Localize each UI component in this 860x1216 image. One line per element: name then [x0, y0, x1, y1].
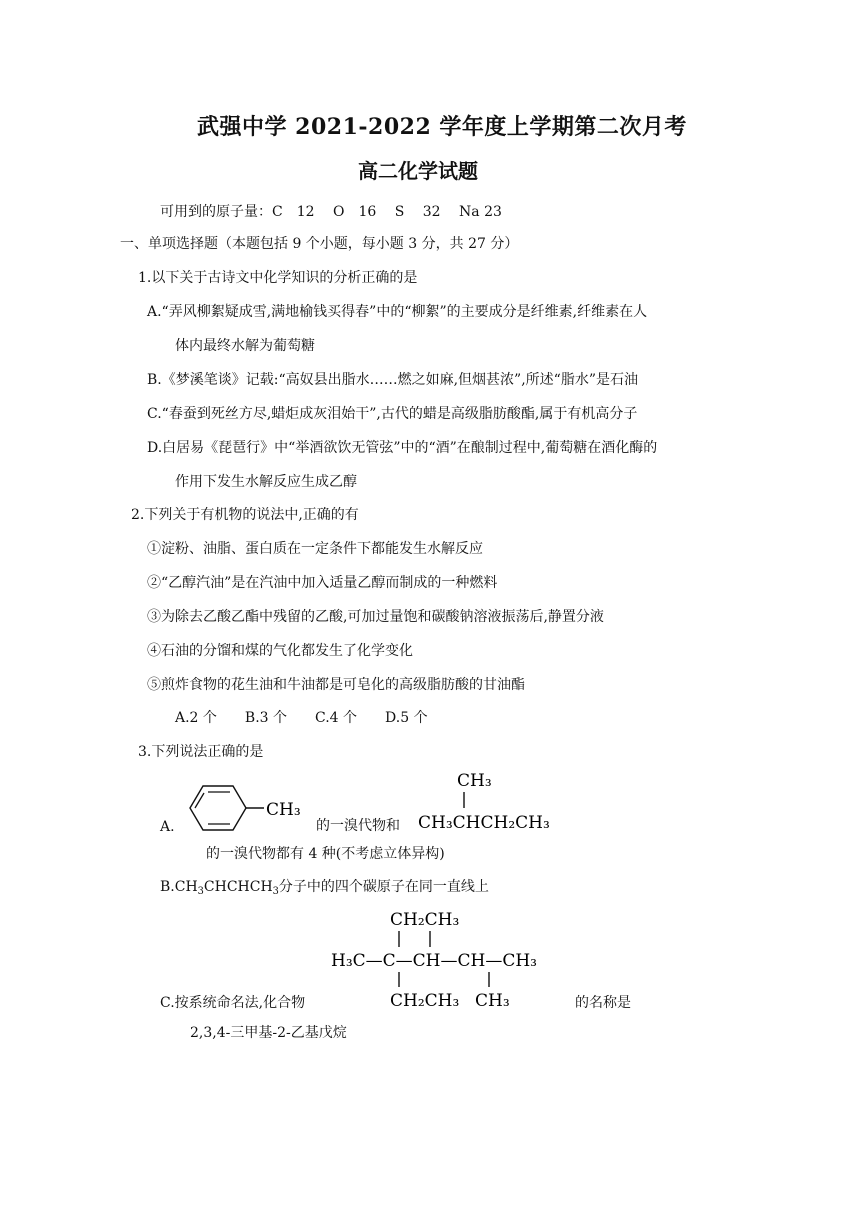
q2-statement-5: ⑤煎炸食物的花生油和牛油都是可皂化的高级脂肪酸的甘油酯 — [147, 677, 525, 693]
toluene-structure — [178, 782, 308, 842]
q1-option-b: B.《梦溪笔谈》记载:“高奴县出脂水……燃之如麻,但烟甚浓”,所述“脂水”是石油 — [147, 372, 638, 388]
q3-option-c-name: 2,3,4-三甲基-2-乙基戊烷 — [190, 1025, 347, 1041]
q3-option-b-prefix: B.CH — [160, 879, 198, 895]
q3-option-c-tail: 的名称是 — [575, 995, 631, 1011]
c-top-label: CH₂CH₃ — [390, 910, 460, 930]
q2-statement-1: ①淀粉、油脂、蛋白质在一定条件下都能发生水解反应 — [147, 541, 483, 557]
isopentane-branch-label: CH₃ — [457, 771, 492, 791]
q3-option-c-label: C.按系统命名法,化合物 — [160, 995, 306, 1011]
page-subtitle: 高二化学试题 — [358, 159, 478, 183]
page-title: 武强中学 2021-2022 学年度上学期第二次月考 — [197, 114, 687, 140]
q1-option-a-line1: A.“弄风柳絮疑成雪,满地榆钱买得春”中的“柳絮”的主要成分是纤维素,纤维素在人 — [147, 304, 648, 320]
isopentane-structure — [415, 768, 575, 836]
q1-option-a-line2: 体内最终水解为葡萄糖 — [175, 338, 315, 354]
q2-statement-4: ④石油的分馏和煤的气化都发生了化学变化 — [147, 643, 413, 659]
isopentane-chain-label: CH₃CHCH₂CH₃ — [418, 813, 550, 833]
c-main-chain-label: H₃C—C—CH—CH—CH₃ — [331, 951, 537, 971]
q2-options: A.2 个 B.3 个 C.4 个 D.5 个 — [175, 710, 428, 726]
q1-option-c: C.“春蚕到死丝方尽,蜡炬成灰泪始干”,古代的蜡是高级脂肪酸酯,属于有机高分子 — [147, 406, 638, 422]
q3-option-a-mid: 的一溴代物和 — [316, 818, 400, 834]
q3-option-a-tail: 的一溴代物都有 4 种(不考虑立体异构) — [206, 846, 445, 862]
q2-statement-3: ③为除去乙酸乙酯中残留的乙酸,可加过量饱和碳酸钠溶液振荡后,静置分液 — [147, 609, 604, 625]
q1-option-d-line2: 作用下发生水解反应生成乙醇 — [175, 474, 357, 490]
q1-option-d-line1: D.白居易《琵琶行》中“举酒欲饮无管弦”中的“酒”在酿制过程中,葡萄糖在酒化酶的 — [147, 440, 658, 456]
q3-option-b-mid: CHCHCH — [203, 879, 273, 895]
c-bottom-methyl-label: CH₃ — [475, 991, 510, 1011]
section-heading: 一、单项选择题（本题包括 9 个小题，每小题 3 分，共 27 分） — [120, 236, 519, 252]
toluene-ch3-label: CH₃ — [266, 800, 301, 820]
q2-statement-2: ②“乙醇汽油”是在汽油中加入适量乙醇而制成的一种燃料 — [147, 575, 498, 591]
q3-option-b: $B.CH_3CHCHCH_3$分子中的四个碳原子在同一直线上 — [160, 879, 489, 897]
q3-option-b-suffix: 分子中的四个碳原子在同一直线上 — [278, 879, 489, 895]
q2-stem: 2.下列关于有机物的说法中,正确的有 — [131, 507, 359, 523]
option-c-structure — [328, 905, 578, 1015]
atomic-mass-line: 可用到的原子量：C 12 O 16 S 32 Na 23 — [160, 204, 502, 220]
c-bottom-ethyl-label: CH₂CH₃ — [390, 991, 460, 1011]
q3-option-a-label: A. — [160, 819, 175, 835]
q3-stem: 3.下列说法正确的是 — [138, 744, 264, 760]
q1-stem: 1.以下关于古诗文中化学知识的分析正确的是 — [138, 270, 418, 286]
